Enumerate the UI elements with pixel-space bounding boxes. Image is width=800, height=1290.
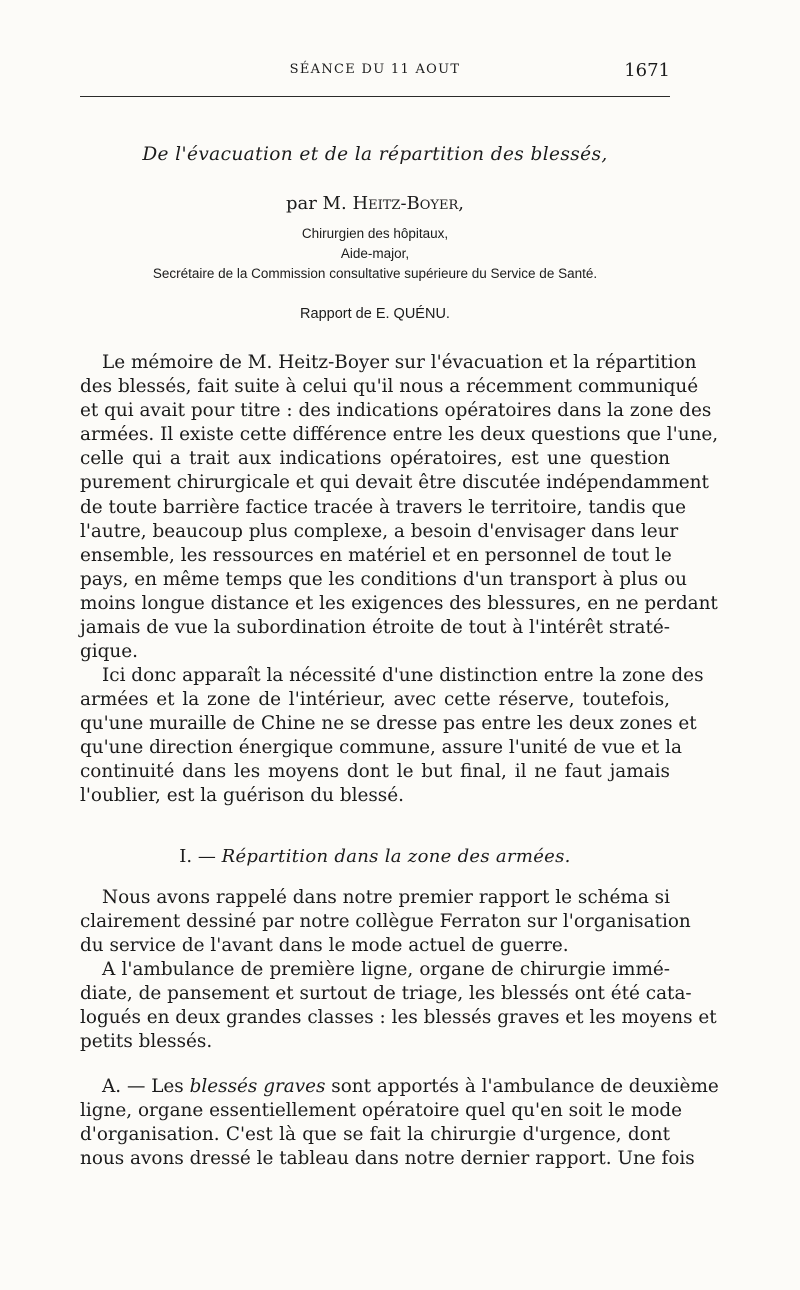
running-head <box>80 60 670 90</box>
text-line: l'autre, beaucoup plus complexe, a besoin d'envisager dans leur <box>80 520 679 542</box>
text-line: d'organisation. C'est là que se fait la chirurgie d'urgence, dont <box>80 1124 670 1146</box>
text-line: petits blessés. <box>80 1031 213 1053</box>
text-line: clairement dessiné par notre collègue Ferraton sur l'organisation <box>80 911 691 933</box>
text-line: logués en deux grandes classes : les blessés graves et les moyens et <box>80 1007 717 1029</box>
byline <box>78 193 672 214</box>
header-rule <box>80 96 670 97</box>
affiliation-line: Secrétaire de la Commission consultative supérieure du Service de Santé. <box>152 266 598 281</box>
text-line: l'oublier, est la guérison du blessé. <box>80 785 404 807</box>
article-title: De l'évacuation et de la répartition des blessés, <box>142 144 608 165</box>
emphasis-blesses-graves: blessés graves <box>189 1076 326 1097</box>
section-number: I. — <box>179 846 216 867</box>
text-line: qu'une muraille de Chine ne se dresse pas entre les deux zones et <box>80 713 697 735</box>
lead-label: A. — Les <box>102 1076 184 1097</box>
text-line: armées. Il existe cette différence entre les deux questions que l'une, <box>80 424 719 446</box>
text-line: jamais de vue la subordination étroite de tout à l'intérêt straté- <box>80 617 670 639</box>
text-line: purement chirurgicale et qui devait être discutée indépendamment <box>80 472 709 494</box>
text-line: gique. <box>80 641 139 663</box>
text-line: ligne, organe essentiellement opératoire quel qu'en soit le mode <box>80 1100 683 1122</box>
paragraph <box>80 351 719 664</box>
text-line: diate, de pansement et surtout de triage, les blessés ont été cata- <box>80 983 692 1005</box>
text-line: qu'une direction énergique commune, assure l'unité de vue et la <box>80 737 682 759</box>
paragraph <box>80 1075 719 1171</box>
text-line: Nous avons rappelé dans notre premier rapport le schéma si <box>102 887 670 908</box>
paragraph <box>80 664 704 809</box>
text-line: de toute barrière factice tracée à travers le territoire, tandis que <box>80 496 686 518</box>
text-line: des blessés, fait suite à celui qu'il nous a récemment communiqué <box>80 376 699 398</box>
text-line <box>80 1075 719 1099</box>
text-line: celle qui a trait aux indications opératoires, est une question <box>80 448 670 470</box>
text-line: moins longue distance et les exigences des blessures, en ne perdant <box>80 592 718 614</box>
affiliation-line: Aide-major, <box>340 246 410 261</box>
text-line: et qui avait pour titre : des indications opératoires dans la zone des <box>80 400 712 422</box>
paragraph <box>80 958 717 1054</box>
text-line: pays, en même temps que les conditions d'un transport à plus ou <box>80 568 687 590</box>
byline-prefix: par M. <box>285 193 347 214</box>
text-line: armées et la zone de l'intérieur, avec cette réserve, toutefois, <box>80 689 670 711</box>
paragraph <box>80 886 691 958</box>
affiliation-line: Chirurgien des hôpitaux, <box>301 226 449 241</box>
section-heading <box>78 846 672 867</box>
text-line: A l'ambulance de première ligne, organe de chirurgie immé- <box>102 959 670 980</box>
text-line: nous avons dressé le tableau dans notre dernier rapport. Une fois <box>80 1148 695 1170</box>
text-line: ensemble, les ressources en matériel et en personnel de tout le <box>80 544 672 566</box>
text-line: Le mémoire de M. Heitz-Boyer sur l'évacuation et la répartition <box>102 352 697 373</box>
page-number: 1671 <box>624 60 670 81</box>
running-title: SÉANCE DU 11 AOUT <box>289 62 461 77</box>
lead-rest: sont apportés à l'ambulance de deuxième <box>331 1076 719 1097</box>
text-line: du service de l'avant dans le mode actuel de guerre. <box>80 935 569 957</box>
report-attribution: Rapport de E. QUÉNU. <box>300 306 450 322</box>
text-line: continuité dans les moyens dont le but final, il ne faut jamais <box>80 761 670 783</box>
section-title: Répartition dans la zone des armées. <box>221 846 571 867</box>
author-name: Heitz-Boyer, <box>352 193 465 214</box>
text-line: Ici donc apparaît la nécessité d'une distinction entre la zone des <box>102 665 704 686</box>
